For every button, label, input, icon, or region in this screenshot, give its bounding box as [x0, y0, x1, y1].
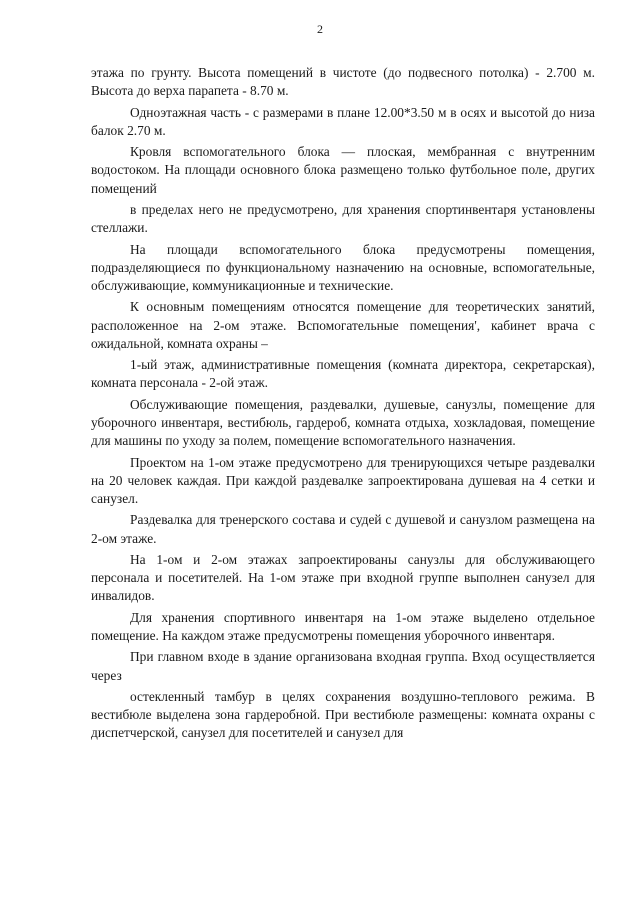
paragraph: На 1-ом и 2-ом этажах запроектированы санузлы для обслуживающего персонала и посетителей. На 1-ом этаже при входной группе выполнен санузел для инвалидов. [91, 551, 595, 604]
paragraph: При главном входе в здание организована входная группа. Вход осуществляется через [91, 649, 595, 683]
paragraph: Раздевалка для тренерского состава и судей с душевой и санузлом размещена на 2-ом этаже. [91, 512, 595, 546]
paragraph: Проектом на 1-ом этаже предусмотрено для тренирующихся четыре раздевалки на 20 человек каждая. При каждой раздевалке запроектирована душевая на 4 сетки и санузел. [91, 454, 595, 506]
paragraph: Одноэтажная часть - с размерами в плане 12.00*3.50 м в осях и высотой до низа балок 2.70 м. [91, 104, 595, 138]
paragraph: остекленный тамбур в целях сохранения воздушно-теплового режима. В вестибюле выделена зона гардеробной. При вестибюле размещены: комната охраны с диспетчерской, санузел для посетителей и санузел для [91, 688, 595, 741]
body-text [91, 64, 595, 746]
paragraph: этажа по грунту. Высота помещений в чистоте (до подвесного потолка) - 2.700 м. Высота до верха парапета - 8.70 м. [91, 65, 595, 99]
page-number: 2 [317, 22, 323, 36]
paragraph: Для хранения спортивного инвентаря на 1-ом этаже выделено отдельное помещение. На каждом этаже предусмотрены помещения уборочного инвентаря. [91, 609, 595, 643]
paragraph: Обслуживающие помещения, раздевалки, душевые, санузлы, помещение для уборочного инвентаря, вестибюль, гардероб, комната отдыха, хозкладовая, помещение для машины по уходу за полем, помещение вспомогательного назначения. [91, 396, 595, 449]
paragraph: Кровля вспомогательного блока — плоская, мембранная с внутренним водостоком. На площади основного блока размещено только футбольное поле, других помещений [91, 144, 595, 196]
paragraph: На площади вспомогательного блока предусмотрены помещения, подразделяющиеся по функциональному назначению на основные, вспомогательные, обслуживающие, коммуникационные и технические. [91, 241, 595, 293]
paragraph: в пределах него не предусмотрено, для хранения спортинвентаря установлены стеллажи. [91, 201, 595, 236]
paragraph: К основным помещениям относятся помещение для теоретических занятий, расположенное на 2-ом этаже. Вспомогательные помещения', кабинет врача с ожидальной, комната охраны – [91, 299, 595, 351]
paragraph: 1-ый этаж, административные помещения (комната директора, секретарская), комната персонала - 2-ой этаж. [91, 357, 595, 391]
